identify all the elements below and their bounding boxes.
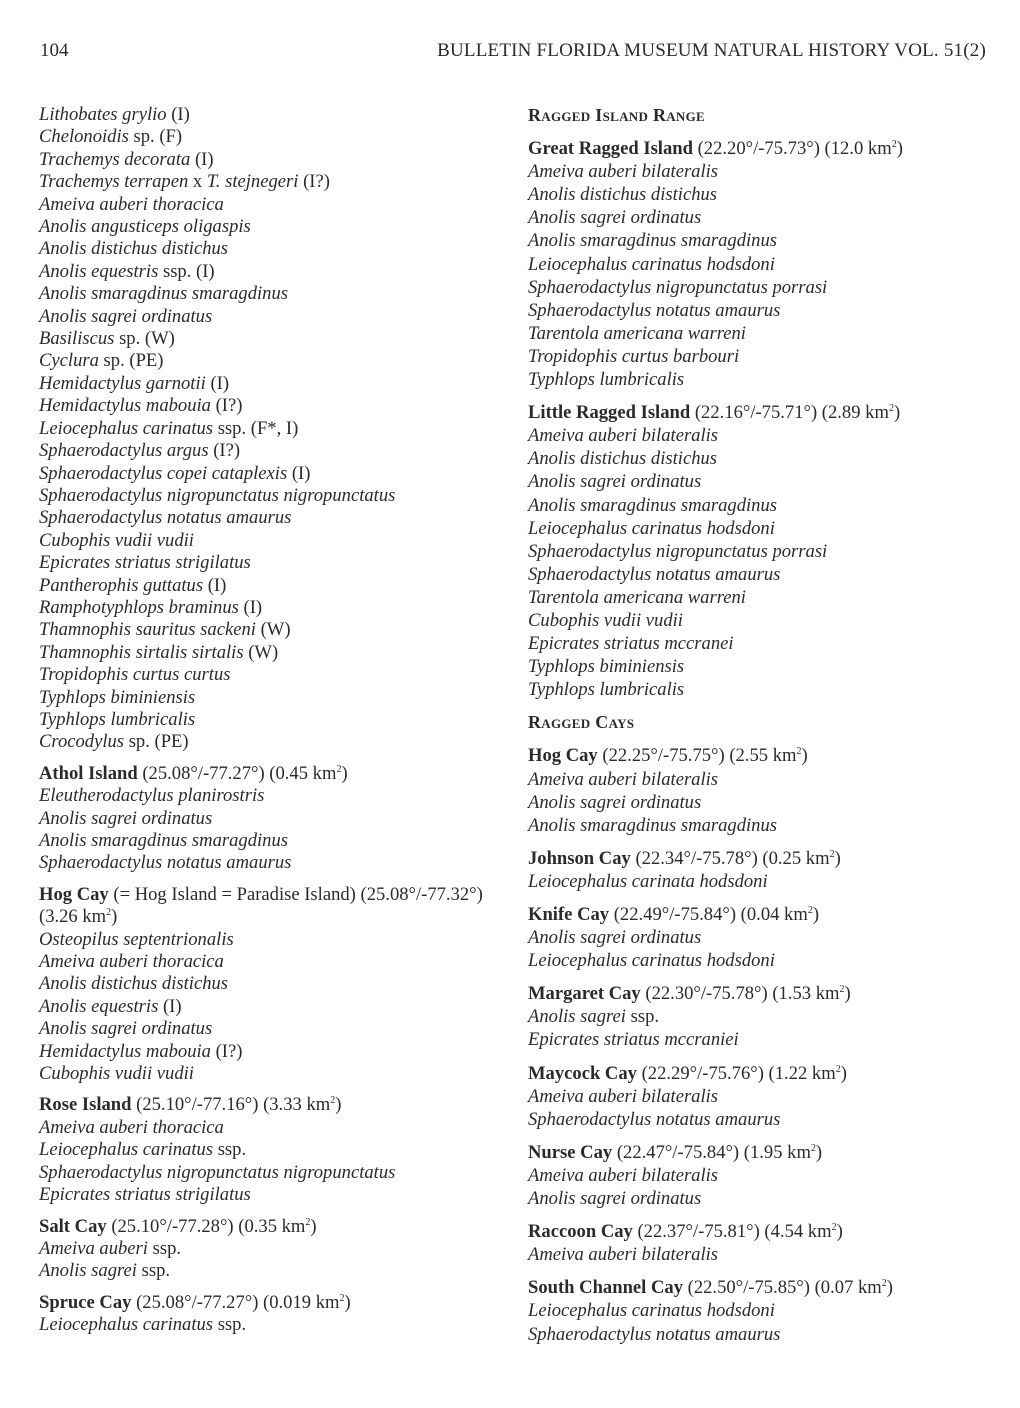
locality-close: ) bbox=[893, 402, 901, 424]
locality-heading bbox=[528, 1062, 998, 1085]
status-note: (I) bbox=[205, 372, 230, 394]
species-entry bbox=[528, 517, 998, 540]
species-entry bbox=[528, 229, 998, 252]
locality-coords: (22.50°/-75.85°) (0.07 km bbox=[683, 1277, 882, 1299]
species-name: Cubophis vudii vudii bbox=[528, 609, 683, 631]
locality-name: Raccoon Cay bbox=[528, 1221, 633, 1243]
species-name: Typhlops lumbricalis bbox=[528, 369, 685, 391]
species-name: Sphaerodactylus nigropunctatus nigropunctatus bbox=[39, 484, 396, 506]
locality-coords: (22.34°/-75.78°) (0.25 km bbox=[630, 847, 830, 869]
species-name: Trachemys terrapen bbox=[39, 171, 189, 193]
species-entry bbox=[39, 283, 509, 305]
species-name: Sphaerodactylus notatus amaurus bbox=[528, 563, 781, 585]
page-number: 104 bbox=[40, 40, 69, 61]
area-superscript: 2 bbox=[305, 1216, 311, 1228]
species-entry bbox=[39, 238, 509, 260]
species-entry bbox=[39, 104, 509, 126]
species-name: Sphaerodactylus argus bbox=[39, 440, 209, 462]
locality-name: Little Ragged Island bbox=[528, 402, 691, 424]
species-name: Anolis sagrei ordinatus bbox=[39, 1018, 213, 1040]
species-name: Anolis sagrei ordinatus bbox=[39, 807, 213, 829]
area-superscript: 2 bbox=[839, 984, 845, 996]
species-name: Anolis sagrei ordinatus bbox=[528, 207, 702, 229]
species-name: Cubophis vudii vudii bbox=[39, 529, 194, 551]
section-heading: Ragged Cays bbox=[528, 712, 635, 733]
species-entry bbox=[528, 814, 998, 837]
species-name: Ameiva auberi thoracica bbox=[39, 951, 224, 973]
locality-name: Maycock Cay bbox=[528, 1062, 637, 1084]
species-name: Typhlops biminiensis bbox=[528, 656, 685, 678]
locality-close: ) bbox=[344, 1291, 351, 1313]
species-entry bbox=[528, 1028, 998, 1051]
species-entry bbox=[39, 1238, 509, 1260]
status-note: (I?) bbox=[210, 1040, 243, 1062]
locality-name: Hog Cay bbox=[39, 883, 109, 905]
species-entry bbox=[39, 830, 509, 852]
locality-coords: (22.20°/-75.73°) (12.0 km bbox=[692, 138, 892, 160]
species-entry bbox=[39, 1260, 509, 1282]
species-entry bbox=[528, 1085, 998, 1108]
species-entry bbox=[528, 632, 998, 655]
species-entry bbox=[528, 447, 998, 470]
species-name: Osteopilus septentrionalis bbox=[39, 928, 234, 950]
species-entry bbox=[39, 149, 509, 171]
species-entry bbox=[39, 1139, 509, 1161]
area-superscript: 2 bbox=[330, 1095, 336, 1107]
species-entry bbox=[39, 1162, 509, 1184]
species-entry bbox=[39, 463, 509, 485]
species-name: Ameiva auberi bbox=[39, 1237, 148, 1259]
species-entry bbox=[528, 276, 998, 299]
species-entry bbox=[39, 1018, 509, 1040]
status-note: sp. (PE) bbox=[124, 731, 189, 753]
species-name: Ameiva auberi thoracica bbox=[39, 193, 224, 215]
species-name: Anolis distichus distichus bbox=[39, 238, 229, 260]
status-note: ssp. (F*, I) bbox=[213, 417, 299, 439]
species-name: Ameiva auberi bilateralis bbox=[528, 1164, 719, 1186]
species-entry bbox=[528, 160, 998, 183]
species-entry bbox=[528, 586, 998, 609]
species-name: Leiocephalus carinatus hodsdoni bbox=[528, 517, 775, 539]
species-entry bbox=[39, 194, 509, 216]
species-name: Ramphotyphlops braminus bbox=[39, 596, 239, 618]
locality-name: Nurse Cay bbox=[528, 1141, 613, 1163]
locality-coords: (22.30°/-75.78°) (1.53 km bbox=[640, 983, 840, 1005]
locality-heading bbox=[528, 401, 998, 424]
locality-coords: (25.10°/-77.28°) (0.35 km bbox=[106, 1215, 306, 1237]
species-name: Typhlops biminiensis bbox=[39, 686, 196, 708]
species-name: Ameiva auberi bilateralis bbox=[528, 425, 719, 447]
species-name: Leiocephalus carinatus bbox=[39, 1139, 214, 1161]
species-name: Leiocephalus carinata hodsdoni bbox=[528, 870, 768, 892]
locality-heading bbox=[39, 763, 509, 785]
species-entry bbox=[528, 655, 998, 678]
species-name: Thamnophis sauritus sackeni bbox=[39, 619, 256, 641]
species-name: Sphaerodactylus notatus amaurus bbox=[39, 852, 292, 874]
species-name: Anolis distichus distichus bbox=[528, 448, 718, 470]
locality-name: Hog Cay bbox=[528, 745, 598, 767]
species-entry bbox=[528, 253, 998, 276]
species-name: Anolis equestris bbox=[39, 260, 159, 282]
species-entry bbox=[528, 1108, 998, 1131]
species-entry bbox=[528, 1164, 998, 1187]
species-entry bbox=[528, 678, 998, 701]
species-entry bbox=[39, 619, 509, 641]
locality-heading bbox=[528, 1220, 998, 1243]
area-superscript: 2 bbox=[106, 907, 112, 919]
species-entry bbox=[39, 261, 509, 283]
running-head: BULLETIN FLORIDA MUSEUM NATURAL HISTORY VOL. 51(2) bbox=[437, 40, 986, 61]
locality-name: Margaret Cay bbox=[528, 983, 641, 1005]
locality-close: ) bbox=[815, 1141, 823, 1163]
species-entry bbox=[39, 597, 509, 619]
species-entry bbox=[528, 926, 998, 949]
species-name: Ameiva auberi bilateralis bbox=[528, 161, 719, 183]
locality-name: Great Ragged Island bbox=[528, 138, 693, 160]
species-name: Anolis sagrei ordinatus bbox=[528, 791, 702, 813]
locality-heading bbox=[39, 1094, 509, 1116]
species-name: Tropidophis curtus curtus bbox=[39, 664, 231, 686]
status-note: (I?) bbox=[210, 395, 243, 417]
locality-heading bbox=[528, 1276, 998, 1299]
locality-coords: (25.08°/-77.27°) (0.45 km bbox=[137, 762, 337, 784]
species-entry bbox=[39, 126, 509, 148]
species-entry bbox=[39, 808, 509, 830]
status-note: (I) bbox=[203, 574, 227, 596]
locality-close: ) bbox=[896, 138, 903, 160]
species-name: Cubophis vudii vudii bbox=[39, 1063, 194, 1085]
locality-heading bbox=[39, 1292, 509, 1314]
locality-coords: (= Hog Island = Paradise Island) (25.08°/-77.32°) (3.26 km bbox=[39, 883, 483, 928]
species-entry bbox=[528, 563, 998, 586]
species-entry bbox=[528, 949, 998, 972]
species-entry bbox=[528, 368, 998, 391]
species-entry bbox=[528, 609, 998, 632]
species-name: Anolis sagrei ordinatus bbox=[39, 305, 213, 327]
locality-coords: (22.25°/-75.75°) (2.55 km bbox=[597, 745, 797, 767]
status-note: ssp. bbox=[625, 1006, 660, 1028]
species-name: Ameiva auberi thoracica bbox=[39, 1116, 224, 1138]
status-note: ssp. bbox=[136, 1260, 171, 1282]
status-note: ssp. (I) bbox=[158, 260, 215, 282]
species-name: Anolis distichus distichus bbox=[528, 184, 718, 206]
species-name: Chelonoidis bbox=[39, 126, 129, 148]
species-name: Crocodylus bbox=[39, 731, 125, 753]
species-name: Typhlops lumbricalis bbox=[528, 679, 685, 701]
locality-name: Rose Island bbox=[39, 1094, 132, 1116]
species-entry bbox=[39, 530, 509, 552]
status-note: (I) bbox=[190, 148, 214, 170]
area-superscript: 2 bbox=[829, 848, 835, 860]
status-note: sp. (W) bbox=[114, 328, 175, 350]
locality-heading bbox=[528, 903, 998, 926]
locality-close: ) bbox=[836, 1221, 843, 1243]
area-superscript: 2 bbox=[881, 1278, 887, 1290]
locality-close: ) bbox=[812, 904, 820, 925]
species-name: Anolis sagrei ordinatus bbox=[528, 471, 702, 493]
hybrid-separator: x bbox=[188, 171, 207, 193]
species-entry bbox=[39, 171, 509, 193]
species-name: Anolis sagrei bbox=[528, 1006, 626, 1028]
species-name: Typhlops lumbricalis bbox=[39, 708, 196, 730]
locality-name: Johnson Cay bbox=[528, 847, 631, 869]
species-entry bbox=[39, 1063, 509, 1085]
status-note: (I?) bbox=[298, 171, 330, 193]
locality-close: ) bbox=[335, 1094, 342, 1116]
species-name: Anolis distichus distichus bbox=[39, 973, 229, 995]
species-entry bbox=[39, 440, 509, 462]
species-name: Anolis equestris bbox=[39, 995, 159, 1017]
species-name: Sphaerodactylus notatus amaurus bbox=[39, 507, 292, 529]
locality-heading bbox=[528, 982, 998, 1005]
locality-name: Spruce Cay bbox=[39, 1291, 132, 1313]
status-note: (I) bbox=[238, 596, 263, 618]
species-name: Epicrates striatus mccranei bbox=[528, 633, 734, 655]
species-name: Eleutherodactylus planirostris bbox=[39, 785, 265, 807]
species-entry bbox=[528, 768, 998, 791]
species-entry bbox=[39, 373, 509, 395]
species-entry bbox=[39, 306, 509, 328]
species-entry bbox=[528, 1299, 998, 1322]
species-name: Hemidactylus mabouia bbox=[39, 1040, 211, 1062]
locality-close: ) bbox=[840, 1062, 847, 1084]
status-note: sp. (F) bbox=[128, 126, 183, 148]
species-entry bbox=[528, 870, 998, 893]
species-entry bbox=[528, 183, 998, 206]
species-name: Pantherophis guttatus bbox=[39, 574, 204, 596]
species-name: Tarentola americana warreni bbox=[528, 586, 746, 608]
locality-close: ) bbox=[834, 847, 841, 869]
locality-coords: (22.16°/-75.71°) (2.89 km bbox=[690, 402, 889, 424]
species-entry bbox=[39, 350, 509, 372]
species-name: Basiliscus bbox=[39, 328, 115, 350]
species-name: Anolis smaragdinus smaragdinus bbox=[39, 283, 288, 305]
status-note: (I) bbox=[158, 995, 182, 1017]
species-name: Anolis smaragdinus smaragdinus bbox=[528, 494, 777, 516]
species-entry bbox=[39, 973, 509, 995]
species-entry bbox=[39, 1184, 509, 1206]
species-entry bbox=[39, 507, 509, 529]
species-name: Leiocephalus carinatus bbox=[39, 417, 214, 439]
species-name: Trachemys decorata bbox=[39, 148, 191, 170]
species-name: Cyclura bbox=[39, 350, 99, 372]
species-name: Anolis sagrei ordinatus bbox=[528, 1188, 702, 1210]
species-entry bbox=[39, 951, 509, 973]
species-entry bbox=[39, 1041, 509, 1063]
species-name: Leiocephalus carinatus bbox=[39, 1314, 214, 1336]
locality-coords: (22.47°/-75.84°) (1.95 km bbox=[612, 1141, 811, 1163]
status-note: sp. (PE) bbox=[98, 350, 164, 372]
species-name: Tarentola americana warreni bbox=[528, 322, 746, 344]
species-entry bbox=[39, 328, 509, 350]
locality-name: Salt Cay bbox=[39, 1215, 107, 1237]
species-name: Epicrates striatus mccraniei bbox=[528, 1029, 739, 1051]
species-entry bbox=[528, 206, 998, 229]
species-entry bbox=[39, 1117, 509, 1139]
locality-coords: (22.37°/-75.81°) (4.54 km bbox=[632, 1221, 832, 1243]
area-superscript: 2 bbox=[810, 1142, 816, 1154]
species-name: Thamnophis sirtalis sirtalis bbox=[39, 641, 244, 663]
species-name: Anolis angusticeps oligaspis bbox=[39, 216, 251, 238]
species-name: Leiocephalus carinatus hodsdoni bbox=[528, 950, 775, 972]
locality-close: ) bbox=[844, 983, 851, 1005]
species-entry bbox=[39, 395, 509, 417]
locality-heading bbox=[528, 1141, 998, 1164]
locality-close: ) bbox=[341, 762, 348, 784]
species-entry bbox=[528, 299, 998, 322]
species-entry bbox=[39, 996, 509, 1018]
species-entry bbox=[39, 929, 509, 951]
species-entry bbox=[528, 424, 998, 447]
status-note: (I) bbox=[287, 462, 311, 484]
locality-close: ) bbox=[310, 1215, 317, 1237]
species-name: Epicrates striatus strigilatus bbox=[39, 552, 251, 574]
species-name: Epicrates striatus strigilatus bbox=[39, 1184, 251, 1206]
species-entry bbox=[39, 418, 509, 440]
species-name: Ameiva auberi bilateralis bbox=[528, 1244, 719, 1266]
species-name: Anolis smaragdinus smaragdinus bbox=[39, 830, 288, 851]
status-note: ssp. bbox=[213, 1139, 247, 1161]
status-note: ssp. bbox=[213, 1314, 247, 1336]
area-superscript: 2 bbox=[888, 402, 894, 414]
locality-coords: (25.08°/-77.27°) (0.019 km bbox=[131, 1291, 340, 1313]
species-entry bbox=[528, 345, 998, 368]
species-entry bbox=[39, 216, 509, 238]
left-column bbox=[39, 104, 509, 1337]
locality-heading bbox=[528, 137, 998, 160]
species-name: Anolis smaragdinus smaragdinus bbox=[528, 230, 777, 252]
species-entry bbox=[39, 485, 509, 507]
species-entry bbox=[39, 852, 509, 874]
species-name: Leiocephalus carinatus hodsdoni bbox=[528, 253, 775, 275]
status-note: (W) bbox=[255, 619, 291, 641]
locality-coords: (25.10°/-77.16°) (3.33 km bbox=[131, 1094, 331, 1116]
locality-coords: (22.49°/-75.84°) (0.04 km bbox=[609, 904, 808, 925]
status-note: ssp. bbox=[147, 1237, 182, 1259]
locality-heading bbox=[528, 847, 998, 870]
species-name: Hemidactylus garnotii bbox=[39, 372, 206, 394]
section-heading: Ragged Island Range bbox=[528, 105, 705, 125]
locality-close: ) bbox=[111, 906, 118, 928]
area-superscript: 2 bbox=[336, 763, 342, 775]
species-name: Anolis sagrei ordinatus bbox=[528, 927, 702, 949]
species-entry bbox=[39, 687, 509, 709]
locality-name: Knife Cay bbox=[528, 904, 610, 925]
species-entry bbox=[39, 552, 509, 574]
locality-heading bbox=[39, 1216, 509, 1238]
species-name: Lithobates grylio bbox=[39, 104, 167, 125]
species-name: Sphaerodactylus nigropunctatus nigropunctatus bbox=[39, 1161, 396, 1183]
species-entry bbox=[39, 642, 509, 664]
status-note: (W) bbox=[243, 641, 279, 663]
species-name: Leiocephalus carinatus hodsdoni bbox=[528, 1300, 775, 1322]
status-note: (I?) bbox=[208, 440, 241, 462]
locality-name: South Channel Cay bbox=[528, 1277, 683, 1299]
locality-name: Athol Island bbox=[39, 762, 138, 784]
area-superscript: 2 bbox=[339, 1292, 345, 1304]
species-entry bbox=[39, 1314, 509, 1336]
species-entry bbox=[528, 470, 998, 493]
area-superscript: 2 bbox=[807, 904, 813, 916]
status-note: (I) bbox=[166, 104, 190, 125]
species-name: Tropidophis curtus barbouri bbox=[528, 345, 740, 367]
locality-coords: (22.29°/-75.76°) (1.22 km bbox=[636, 1062, 836, 1084]
species-entry bbox=[528, 322, 998, 345]
locality-close: ) bbox=[886, 1277, 893, 1299]
species-entry bbox=[528, 1243, 998, 1266]
species-entry bbox=[528, 1005, 998, 1028]
species-name: Sphaerodactylus nigropunctatus porrasi bbox=[528, 276, 828, 298]
locality-close: ) bbox=[801, 745, 808, 767]
locality-heading bbox=[39, 884, 509, 929]
species-entry bbox=[528, 1187, 998, 1210]
species-entry bbox=[39, 575, 509, 597]
species-entry bbox=[39, 731, 509, 753]
species-name: Sphaerodactylus notatus amaurus bbox=[528, 1108, 781, 1130]
species-entry bbox=[528, 1323, 998, 1346]
species-entry bbox=[528, 791, 998, 814]
species-name: Sphaerodactylus copei cataplexis bbox=[39, 462, 288, 484]
species-name: Anolis smaragdinus smaragdinus bbox=[528, 814, 777, 836]
species-entry bbox=[39, 785, 509, 807]
species-name: Sphaerodactylus notatus amaurus bbox=[528, 299, 781, 321]
species-name: Ameiva auberi bilateralis bbox=[528, 1085, 719, 1107]
area-superscript: 2 bbox=[891, 138, 897, 150]
species-name-2: T. stejnegeri bbox=[206, 171, 299, 193]
species-entry bbox=[39, 664, 509, 686]
species-entry bbox=[528, 540, 998, 563]
area-superscript: 2 bbox=[831, 1221, 837, 1233]
right-column bbox=[528, 104, 998, 1346]
locality-heading bbox=[528, 744, 998, 767]
species-entry bbox=[39, 709, 509, 731]
area-superscript: 2 bbox=[796, 746, 802, 758]
species-name: Anolis sagrei bbox=[39, 1260, 137, 1282]
species-name: Ameiva auberi bilateralis bbox=[528, 768, 719, 790]
species-name: Sphaerodactylus nigropunctatus porrasi bbox=[528, 540, 828, 562]
species-name: Sphaerodactylus notatus amaurus bbox=[528, 1323, 781, 1345]
area-superscript: 2 bbox=[835, 1063, 841, 1075]
species-name: Hemidactylus mabouia bbox=[39, 395, 211, 417]
species-entry bbox=[528, 494, 998, 517]
